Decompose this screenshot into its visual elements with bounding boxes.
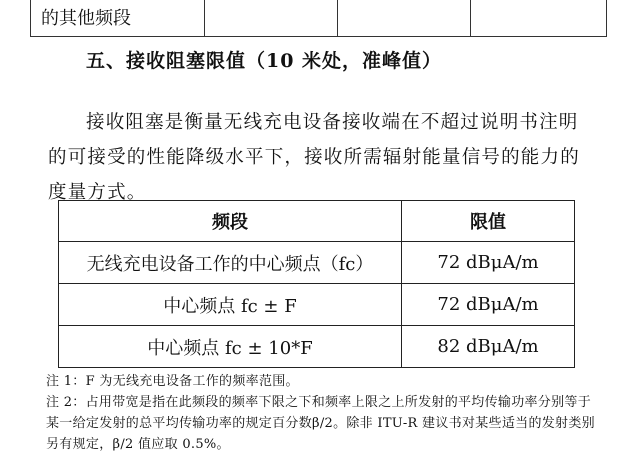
body-paragraph: 接收阻塞是衡量无线充电设备接收端在不超过说明书注明的可接受的性能降级水平下，接收所需辐射能量信号的能力的度量方式。	[48, 111, 580, 203]
band-cell: 无线充电设备工作的中心频点（fc）	[59, 242, 402, 284]
table-cell	[205, 0, 338, 37]
limit-cell: 72 dBμA/m	[402, 284, 575, 326]
table-cell	[338, 0, 471, 37]
note-1: 注 1：F 为无线充电设备工作的频率范围。	[46, 374, 299, 389]
limits-table	[58, 200, 575, 368]
table-row	[59, 284, 575, 326]
previous-table-fragment	[30, 0, 607, 37]
table-cell	[471, 0, 607, 37]
notes	[46, 371, 598, 455]
table-header-row	[59, 201, 575, 242]
band-cell: 中心频点 fc ± 10*F	[59, 326, 402, 368]
note-2: 注 2：占用带宽是指在此频段的频率下限之下和频率上限之上所发射的平均传输功率分别等于某一给定发射的总平均传输功率的规定百分数β/2。除非 ITU-R 建议书对某些适当的发射类别另有规定，β/2 值应取 0.5%。	[46, 395, 595, 452]
column-header-band: 频段	[59, 201, 402, 242]
column-header-limit: 限值	[402, 201, 575, 242]
section-heading: 五、接收阻塞限值（10 米处，准峰值）	[86, 50, 443, 72]
table-row	[31, 0, 607, 37]
table-row	[59, 326, 575, 368]
limit-cell: 72 dBμA/m	[402, 242, 575, 284]
table-cell: 的其他频段	[31, 0, 205, 37]
limit-cell: 82 dBμA/m	[402, 326, 575, 368]
table-row	[59, 242, 575, 284]
band-cell: 中心频点 fc ± F	[59, 284, 402, 326]
